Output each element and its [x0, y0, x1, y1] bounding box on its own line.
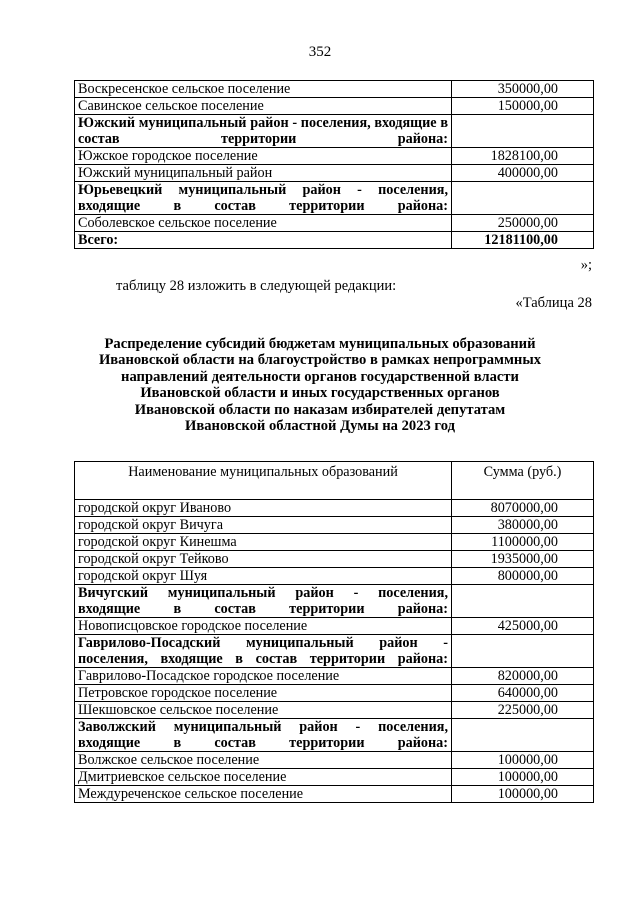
row-name: Южский муниципальный район - поселения, входящие в состав территории района: — [75, 115, 452, 148]
group-row — [75, 115, 594, 148]
row-name: Юрьевецкий муниципальный район - поселения, входящие в состав территории района: — [75, 182, 452, 215]
table-row — [75, 618, 594, 635]
row-amount: 380000,00 — [452, 517, 594, 534]
row-name: Вичугский муниципальный район - поселения, входящие в состав территории района: — [75, 585, 452, 618]
table-row — [75, 786, 594, 803]
page-number: 352 — [308, 44, 332, 60]
table-row — [75, 702, 594, 719]
table-row — [75, 500, 594, 517]
table-title — [70, 336, 570, 434]
row-amount: 640000,00 — [452, 685, 594, 702]
title-line: Ивановской области на благоустройство в рамках непрограммных — [98, 352, 542, 369]
row-name: Воскресенское сельское поселение — [75, 81, 452, 98]
row-name: городской округ Шуя — [75, 568, 452, 585]
row-name: Междуреченское сельское поселение — [75, 786, 452, 803]
row-amount: 8070000,00 — [452, 500, 594, 517]
row-amount: 225000,00 — [452, 702, 594, 719]
table-row — [75, 98, 594, 115]
row-name: городской округ Тейково — [75, 551, 452, 568]
title-line: Ивановской областной Думы на 2023 год — [185, 418, 455, 435]
row-name: городской округ Иваново — [75, 500, 452, 517]
table-continued — [74, 80, 594, 249]
title-line: Распределение субсидий бюджетам муниципальных образований — [104, 336, 536, 352]
row-name: Южский муниципальный район — [75, 165, 452, 182]
group-row — [75, 585, 594, 618]
group-row — [75, 635, 594, 668]
row-amount — [452, 719, 594, 752]
row-amount: 250000,00 — [452, 215, 594, 232]
row-name: городской округ Вичуга — [75, 517, 452, 534]
row-name: Савинское сельское поселение — [75, 98, 452, 115]
row-name: городской округ Кинешма — [75, 534, 452, 551]
row-name: Волжское сельское поселение — [75, 752, 452, 769]
table-row — [75, 551, 594, 568]
table-label: «Таблица 28 — [515, 295, 592, 311]
row-name: Новописцовское городское поселение — [75, 618, 452, 635]
row-amount: 150000,00 — [452, 98, 594, 115]
table-row — [75, 148, 594, 165]
title-line: Ивановской области и иных государственных органов — [140, 385, 500, 402]
row-name: Дмитриевское сельское поселение — [75, 769, 452, 786]
table-row — [75, 534, 594, 551]
table-row — [75, 215, 594, 232]
table-row — [75, 769, 594, 786]
row-name: Южское городское поселение — [75, 148, 452, 165]
row-name: Заволжский муниципальный район - поселения, входящие в состав территории района: — [75, 719, 452, 752]
row-amount: 400000,00 — [452, 165, 594, 182]
group-row — [75, 182, 594, 215]
table-header-row — [75, 462, 594, 500]
row-amount: 800000,00 — [452, 568, 594, 585]
table-row — [75, 685, 594, 702]
instruction-text: таблицу 28 изложить в следующей редакции: — [116, 278, 397, 294]
table-row — [75, 81, 594, 98]
row-amount — [452, 182, 594, 215]
row-amount — [452, 115, 594, 148]
row-amount: 1100000,00 — [452, 534, 594, 551]
row-amount: 1828100,00 — [452, 148, 594, 165]
group-row — [75, 232, 594, 249]
row-name: Гаврилово-Посадский муниципальный район - поселения, входящие в состав территории района: — [75, 635, 452, 668]
header-name: Наименование муниципальных образований — [75, 462, 452, 500]
row-name: Шекшовское сельское поселение — [75, 702, 452, 719]
table-row — [75, 752, 594, 769]
row-amount: 100000,00 — [452, 752, 594, 769]
table-row — [75, 517, 594, 534]
row-amount — [452, 585, 594, 618]
table-row — [75, 165, 594, 182]
closing-quote: »; — [580, 257, 592, 273]
row-amount: 425000,00 — [452, 618, 594, 635]
row-amount — [452, 635, 594, 668]
row-amount: 820000,00 — [452, 668, 594, 685]
row-amount: 100000,00 — [452, 786, 594, 803]
title-line: Ивановской области по наказам избирателей депутатам — [134, 401, 506, 418]
row-amount: 350000,00 — [452, 81, 594, 98]
table-row — [75, 568, 594, 585]
row-name: Петровское городское поселение — [75, 685, 452, 702]
title-line: направлений деятельности органов государственной власти — [121, 368, 519, 385]
row-name: Гаврилово-Посадское городское поселение — [75, 668, 452, 685]
row-amount: 12181100,00 — [452, 232, 594, 249]
subsidy-table — [74, 461, 594, 803]
row-name: Соболевское сельское поселение — [75, 215, 452, 232]
header-amount: Сумма (руб.) — [452, 462, 594, 500]
row-name: Всего: — [75, 232, 452, 249]
table-row — [75, 668, 594, 685]
group-row — [75, 719, 594, 752]
row-amount: 1935000,00 — [452, 551, 594, 568]
row-amount: 100000,00 — [452, 769, 594, 786]
